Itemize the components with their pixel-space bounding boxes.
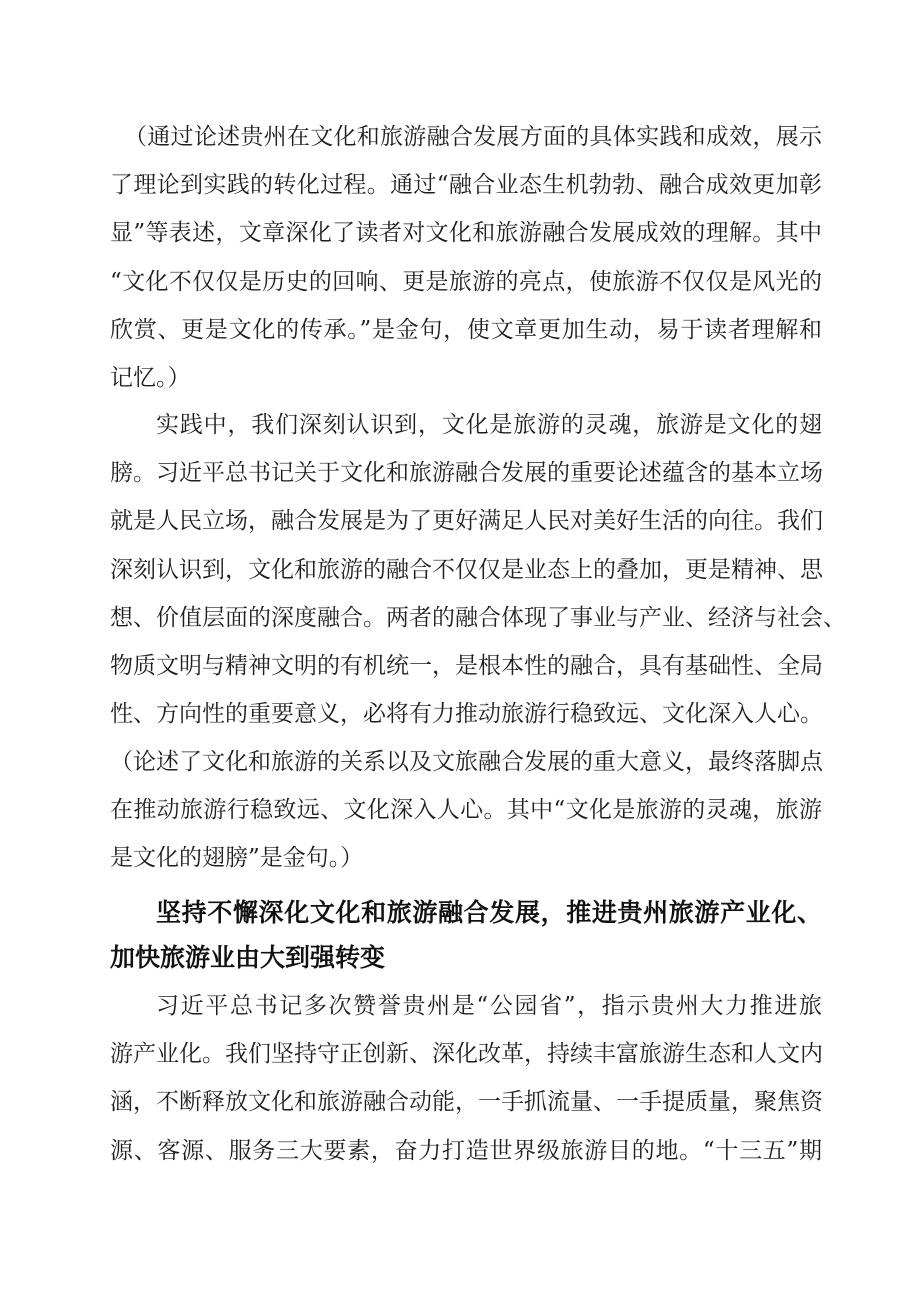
text-line: （通过论述贵州在文化和旅游融合发展方面的具体实践和成效，展示 [124, 124, 822, 150]
text-line: 显”等表述，文章深化了读者对文化和旅游融合发展成效的理解。其中 [110, 220, 822, 247]
text-line: 源、客源、服务三大要素，奋力打造世界级旅游目的地。“十三五”期 [110, 1137, 822, 1164]
text-line: 了理论到实践的转化过程。通过“融合业态生机勃勃、融合成效更加彰 [110, 172, 822, 199]
text-line: 涵，不断释放文化和旅游融合动能，一手抓流量、一手提质量，聚焦资 [110, 1089, 823, 1116]
commentary-paragraph-1 [110, 113, 822, 402]
section-heading [110, 890, 822, 980]
body-paragraph-2 [110, 982, 822, 1175]
text-line: 欣赏、更是文化的传承。”是金句，使文章更加生动，易于读者理解和 [110, 316, 822, 343]
heading-line: 加快旅游业由大到强转变 [110, 943, 386, 972]
text-line: 想、价值层面的深度融合。两者的融合体现了事业与产业、经济与社会、 [110, 604, 846, 631]
text-line: （论述了文化和旅游的关系以及文旅融合发展的重大意义，最终落脚点 [110, 749, 823, 775]
text-line: 性、方向性的重要意义，必将有力推动旅游行稳致远、文化深入人心。 [110, 701, 823, 728]
text-line: 在推动旅游行稳致远、文化深入人心。其中“文化是旅游的灵魂，旅游 [110, 797, 822, 824]
text-line: 习近平总书记多次赞誉贵州是“公园省”，指示贵州大力推进旅 [156, 993, 822, 1019]
commentary-paragraph-2 [110, 738, 822, 883]
text-line: 是文化的翅膀”是金句。） [110, 845, 364, 872]
text-line: “文化不仅仅是历史的回响、更是旅游的亮点，使旅游不仅仅是风光的 [110, 268, 822, 295]
text-line: 就是人民立场，融合发展是为了更好满足人民对美好生活的向往。我们 [110, 508, 823, 535]
text-line: 游产业化。我们坚持守正创新、深化改革，持续丰富旅游生态和人文内 [110, 1041, 823, 1068]
heading-line: 坚持不懈深化文化和旅游融合发展，推进贵州旅游产业化、 [156, 898, 822, 927]
body-paragraph-1 [110, 401, 846, 738]
text-line: 深刻认识到，文化和旅游的融合不仅仅是业态上的叠加，更是精神、思 [110, 556, 823, 583]
text-line: 记忆。） [110, 364, 191, 391]
text-line: 实践中，我们深刻认识到，文化是旅游的灵魂，旅游是文化的翅 [156, 412, 822, 438]
text-line: 物质文明与精神文明的有机统一，是根本性的融合，具有基础性、全局 [110, 652, 823, 679]
text-line: 膀。习近平总书记关于文化和旅游融合发展的重要论述蕴含的基本立场 [110, 460, 823, 487]
